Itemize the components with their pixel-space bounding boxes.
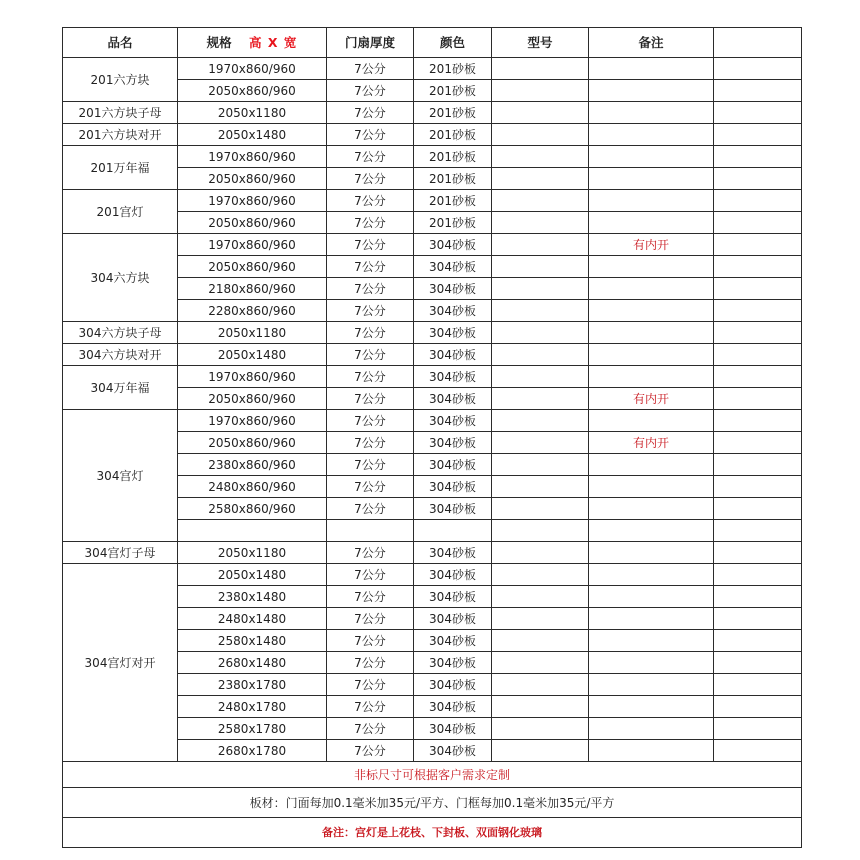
model-cell <box>492 146 589 168</box>
spec-cell: 2050x1180 <box>178 542 327 564</box>
table-row <box>63 344 802 366</box>
remark-cell <box>589 542 714 564</box>
model-cell <box>492 652 589 674</box>
spec-cell: 2180x860/960 <box>178 278 327 300</box>
spec-cell: 2050x860/960 <box>178 168 327 190</box>
model-cell <box>492 586 589 608</box>
remark-cell <box>589 564 714 586</box>
blank-cell <box>714 234 802 256</box>
blank-cell <box>714 498 802 520</box>
model-cell <box>492 322 589 344</box>
product-spec-table <box>62 27 802 848</box>
model-cell <box>492 454 589 476</box>
col-header-blank <box>714 28 802 58</box>
model-cell <box>492 740 589 762</box>
spec-cell: 2050x1180 <box>178 102 327 124</box>
thickness-cell: 7公分 <box>327 168 414 190</box>
product-name-cell: 304宫灯对开 <box>63 564 178 762</box>
color-cell: 304砂板 <box>414 476 492 498</box>
color-cell: 201砂板 <box>414 212 492 234</box>
remark-cell <box>589 300 714 322</box>
color-cell: 304砂板 <box>414 586 492 608</box>
thickness-cell: 7公分 <box>327 80 414 102</box>
note-row-material <box>63 788 802 818</box>
color-cell: 304砂板 <box>414 630 492 652</box>
product-name-cell: 201六方块子母 <box>63 102 178 124</box>
blank-cell <box>714 58 802 80</box>
thickness-cell: 7公分 <box>327 652 414 674</box>
color-cell <box>414 520 492 542</box>
remark-cell <box>589 740 714 762</box>
color-cell: 304砂板 <box>414 344 492 366</box>
blank-cell <box>714 102 802 124</box>
model-cell <box>492 674 589 696</box>
thickness-cell: 7公分 <box>327 190 414 212</box>
col-header-model: 型号 <box>492 28 589 58</box>
spec-cell: 1970x860/960 <box>178 190 327 212</box>
remark-cell <box>589 630 714 652</box>
thickness-cell: 7公分 <box>327 740 414 762</box>
model-cell <box>492 256 589 278</box>
color-cell: 304砂板 <box>414 300 492 322</box>
color-cell: 304砂板 <box>414 696 492 718</box>
model-cell <box>492 58 589 80</box>
thickness-cell: 7公分 <box>327 102 414 124</box>
thickness-cell: 7公分 <box>327 630 414 652</box>
color-cell: 304砂板 <box>414 322 492 344</box>
product-name-cell: 304万年福 <box>63 366 178 410</box>
product-name-cell: 201六方块 <box>63 58 178 102</box>
table-row <box>63 124 802 146</box>
remark-cell <box>589 80 714 102</box>
thickness-cell: 7公分 <box>327 212 414 234</box>
color-cell: 304砂板 <box>414 542 492 564</box>
blank-cell <box>714 190 802 212</box>
model-cell <box>492 520 589 542</box>
thickness-cell: 7公分 <box>327 146 414 168</box>
product-name-cell: 201六方块对开 <box>63 124 178 146</box>
table-row <box>63 542 802 564</box>
remark-cell: 有内开 <box>589 432 714 454</box>
remark-cell <box>589 212 714 234</box>
remark-cell <box>589 146 714 168</box>
blank-cell <box>714 124 802 146</box>
spec-cell: 1970x860/960 <box>178 58 327 80</box>
remark-cell <box>589 102 714 124</box>
col-header-spec-label: 规格 <box>206 34 232 50</box>
spec-cell: 1970x860/960 <box>178 366 327 388</box>
note-material: 板材：门面每加0.1毫米加35元/平方、门框每加0.1毫米加35元/平方 <box>63 788 802 818</box>
model-cell <box>492 278 589 300</box>
thickness-cell: 7公分 <box>327 58 414 80</box>
thickness-cell <box>327 520 414 542</box>
model-cell <box>492 718 589 740</box>
product-name-cell: 304六方块对开 <box>63 344 178 366</box>
col-header-spec <box>178 28 327 58</box>
spec-cell: 2050x860/960 <box>178 432 327 454</box>
blank-cell <box>714 520 802 542</box>
spec-cell: 2480x1780 <box>178 696 327 718</box>
blank-cell <box>714 740 802 762</box>
color-cell: 201砂板 <box>414 168 492 190</box>
color-cell: 304砂板 <box>414 366 492 388</box>
col-header-name: 品名 <box>63 28 178 58</box>
table-row <box>63 410 802 432</box>
remark-cell <box>589 498 714 520</box>
color-cell: 304砂板 <box>414 234 492 256</box>
model-cell <box>492 234 589 256</box>
table-body <box>63 58 802 762</box>
product-name-cell: 201万年福 <box>63 146 178 190</box>
color-cell: 304砂板 <box>414 740 492 762</box>
color-cell: 201砂板 <box>414 102 492 124</box>
model-cell <box>492 564 589 586</box>
notes-section <box>63 762 802 848</box>
spec-cell: 2050x860/960 <box>178 212 327 234</box>
color-cell: 304砂板 <box>414 674 492 696</box>
thickness-cell: 7公分 <box>327 234 414 256</box>
model-cell <box>492 344 589 366</box>
color-cell: 201砂板 <box>414 124 492 146</box>
thickness-cell: 7公分 <box>327 454 414 476</box>
remark-cell: 有内开 <box>589 234 714 256</box>
model-cell <box>492 124 589 146</box>
spec-cell: 2580x1480 <box>178 630 327 652</box>
spec-cell: 2480x860/960 <box>178 476 327 498</box>
product-name-cell: 304宫灯 <box>63 410 178 542</box>
product-name-cell: 304六方块子母 <box>63 322 178 344</box>
blank-cell <box>714 454 802 476</box>
blank-cell <box>714 564 802 586</box>
color-cell: 304砂板 <box>414 432 492 454</box>
remark-cell <box>589 718 714 740</box>
blank-cell <box>714 80 802 102</box>
model-cell <box>492 432 589 454</box>
product-name-cell: 304宫灯子母 <box>63 542 178 564</box>
thickness-cell: 7公分 <box>327 564 414 586</box>
col-header-spec-highlight: 高 X 宽 <box>249 34 298 50</box>
remark-cell <box>589 586 714 608</box>
product-name-cell: 201宫灯 <box>63 190 178 234</box>
thickness-cell: 7公分 <box>327 674 414 696</box>
model-cell <box>492 190 589 212</box>
table-row <box>63 322 802 344</box>
color-cell: 304砂板 <box>414 652 492 674</box>
spec-cell: 2050x1480 <box>178 564 327 586</box>
remark-cell <box>589 366 714 388</box>
table-row <box>63 564 802 586</box>
table-row <box>63 146 802 168</box>
remark-cell <box>589 322 714 344</box>
blank-cell <box>714 652 802 674</box>
col-header-remark: 备注 <box>589 28 714 58</box>
thickness-cell: 7公分 <box>327 388 414 410</box>
thickness-cell: 7公分 <box>327 432 414 454</box>
model-cell <box>492 102 589 124</box>
spec-cell: 2050x860/960 <box>178 80 327 102</box>
spec-cell: 2580x860/960 <box>178 498 327 520</box>
table-row <box>63 234 802 256</box>
table-row <box>63 190 802 212</box>
model-cell <box>492 476 589 498</box>
blank-cell <box>714 674 802 696</box>
model-cell <box>492 410 589 432</box>
model-cell <box>492 542 589 564</box>
blank-cell <box>714 586 802 608</box>
color-cell: 304砂板 <box>414 278 492 300</box>
remark-cell <box>589 410 714 432</box>
thickness-cell: 7公分 <box>327 542 414 564</box>
spec-cell <box>178 520 327 542</box>
color-cell: 201砂板 <box>414 80 492 102</box>
note-row-custom <box>63 762 802 788</box>
remark-cell <box>589 190 714 212</box>
remark-cell <box>589 454 714 476</box>
blank-cell <box>714 300 802 322</box>
table-row <box>63 102 802 124</box>
note-custom: 非标尺寸可根据客户需求定制 <box>63 762 802 788</box>
model-cell <box>492 630 589 652</box>
thickness-cell: 7公分 <box>327 300 414 322</box>
color-cell: 304砂板 <box>414 718 492 740</box>
blank-cell <box>714 212 802 234</box>
thickness-cell: 7公分 <box>327 344 414 366</box>
spec-cell: 2480x1480 <box>178 608 327 630</box>
blank-cell <box>714 476 802 498</box>
remark-cell <box>589 520 714 542</box>
spec-cell: 2050x1480 <box>178 344 327 366</box>
model-cell <box>492 498 589 520</box>
thickness-cell: 7公分 <box>327 696 414 718</box>
remark-cell <box>589 652 714 674</box>
remark-cell <box>589 476 714 498</box>
blank-cell <box>714 410 802 432</box>
model-cell <box>492 388 589 410</box>
spec-cell: 2050x860/960 <box>178 388 327 410</box>
color-cell: 304砂板 <box>414 410 492 432</box>
blank-cell <box>714 432 802 454</box>
blank-cell <box>714 322 802 344</box>
spec-cell: 1970x860/960 <box>178 410 327 432</box>
remark-cell <box>589 124 714 146</box>
spec-cell: 2380x860/960 <box>178 454 327 476</box>
thickness-cell: 7公分 <box>327 278 414 300</box>
blank-cell <box>714 256 802 278</box>
product-name-cell: 304六方块 <box>63 234 178 322</box>
remark-cell <box>589 608 714 630</box>
remark-cell: 有内开 <box>589 388 714 410</box>
color-cell: 201砂板 <box>414 146 492 168</box>
model-cell <box>492 366 589 388</box>
color-cell: 304砂板 <box>414 608 492 630</box>
remark-cell <box>589 696 714 718</box>
spec-cell: 2280x860/960 <box>178 300 327 322</box>
remark-cell <box>589 344 714 366</box>
spec-cell: 2680x1480 <box>178 652 327 674</box>
remark-cell <box>589 58 714 80</box>
thickness-cell: 7公分 <box>327 476 414 498</box>
color-cell: 201砂板 <box>414 190 492 212</box>
color-cell: 304砂板 <box>414 564 492 586</box>
thickness-cell: 7公分 <box>327 586 414 608</box>
blank-cell <box>714 718 802 740</box>
blank-cell <box>714 388 802 410</box>
model-cell <box>492 212 589 234</box>
spec-cell: 2680x1780 <box>178 740 327 762</box>
color-cell: 304砂板 <box>414 454 492 476</box>
remark-cell <box>589 168 714 190</box>
thickness-cell: 7公分 <box>327 608 414 630</box>
note-remark: 备注：宫灯是上花枝、下封板、双面钢化玻璃 <box>63 818 802 848</box>
thickness-cell: 7公分 <box>327 366 414 388</box>
model-cell <box>492 300 589 322</box>
blank-cell <box>714 608 802 630</box>
blank-cell <box>714 278 802 300</box>
thickness-cell: 7公分 <box>327 322 414 344</box>
spec-cell: 1970x860/960 <box>178 234 327 256</box>
remark-cell <box>589 278 714 300</box>
model-cell <box>492 80 589 102</box>
blank-cell <box>714 366 802 388</box>
blank-cell <box>714 168 802 190</box>
color-cell: 304砂板 <box>414 388 492 410</box>
model-cell <box>492 168 589 190</box>
spec-cell: 2050x1480 <box>178 124 327 146</box>
header-row <box>63 28 802 58</box>
blank-cell <box>714 344 802 366</box>
blank-cell <box>714 542 802 564</box>
remark-cell <box>589 256 714 278</box>
note-row-remark <box>63 818 802 848</box>
color-cell: 304砂板 <box>414 498 492 520</box>
blank-cell <box>714 630 802 652</box>
spec-cell: 2580x1780 <box>178 718 327 740</box>
model-cell <box>492 696 589 718</box>
thickness-cell: 7公分 <box>327 410 414 432</box>
color-cell: 201砂板 <box>414 58 492 80</box>
thickness-cell: 7公分 <box>327 256 414 278</box>
color-cell: 304砂板 <box>414 256 492 278</box>
thickness-cell: 7公分 <box>327 498 414 520</box>
thickness-cell: 7公分 <box>327 718 414 740</box>
spec-cell: 1970x860/960 <box>178 146 327 168</box>
spec-cell: 2050x860/960 <box>178 256 327 278</box>
spec-cell: 2380x1480 <box>178 586 327 608</box>
blank-cell <box>714 146 802 168</box>
spec-cell: 2380x1780 <box>178 674 327 696</box>
col-header-thickness: 门扇厚度 <box>327 28 414 58</box>
model-cell <box>492 608 589 630</box>
table-row <box>63 58 802 80</box>
remark-cell <box>589 674 714 696</box>
table-row <box>63 366 802 388</box>
col-header-color: 颜色 <box>414 28 492 58</box>
spec-cell: 2050x1180 <box>178 322 327 344</box>
blank-cell <box>714 696 802 718</box>
thickness-cell: 7公分 <box>327 124 414 146</box>
